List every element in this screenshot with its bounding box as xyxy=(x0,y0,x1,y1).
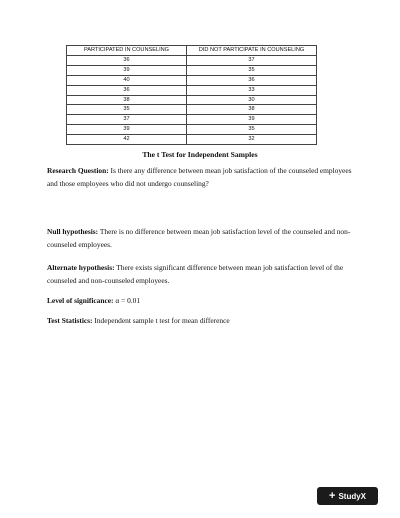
null-hypothesis-text: There is no difference between mean job satisfaction level of the counseled and non-counseled employees. xyxy=(47,227,351,249)
table-cell: 36 xyxy=(67,55,187,65)
table-cell: 30 xyxy=(187,95,317,105)
research-question-text: Is there any difference between mean job satisfaction of the counseled employees and those employees who did not undergo counseling? xyxy=(47,166,352,188)
alternate-hypothesis-text: There exists significant difference between mean job satisfaction level of the counseled and non-counseled employees. xyxy=(47,263,344,285)
section-title: The t Test for Independent Samples xyxy=(142,150,258,159)
table-cell: 38 xyxy=(67,95,187,105)
table-cell: 39 xyxy=(67,125,187,135)
significance-label: Level of significance: xyxy=(47,296,114,305)
alternate-hypothesis-paragraph xyxy=(47,261,353,287)
table-row xyxy=(67,95,317,105)
table-cell: 38 xyxy=(187,105,317,115)
table-row xyxy=(67,105,317,115)
table-cell: 37 xyxy=(187,55,317,65)
table-row xyxy=(67,65,317,75)
table-header-row xyxy=(67,46,317,56)
significance-paragraph xyxy=(47,294,353,307)
table-row xyxy=(67,125,317,135)
alternate-hypothesis-label: Alternate hypothesis: xyxy=(47,263,115,272)
null-hypothesis-paragraph xyxy=(47,225,353,251)
table-row xyxy=(67,135,317,145)
column-header-not-participated: DID NOT PARTICIPATE IN COUNSELING xyxy=(187,46,317,56)
research-question-paragraph xyxy=(47,164,353,190)
test-statistics-paragraph xyxy=(47,314,353,327)
table-cell: 35 xyxy=(187,125,317,135)
table-cell: 37 xyxy=(67,115,187,125)
table-cell: 35 xyxy=(187,65,317,75)
table-cell: 36 xyxy=(67,85,187,95)
table-row xyxy=(67,115,317,125)
table-cell: 39 xyxy=(187,115,317,125)
studyx-logo xyxy=(317,487,378,505)
column-header-participated: PARTICIPATED IN COUNSELING xyxy=(67,46,187,56)
table-cell: 33 xyxy=(187,85,317,95)
table-cell: 42 xyxy=(67,135,187,145)
counseling-data-table xyxy=(66,45,317,145)
significance-text: α = 0.01 xyxy=(113,296,141,305)
table-cell: 35 xyxy=(67,105,187,115)
test-statistics-label: Test Statistics: xyxy=(47,316,93,325)
table-cell: 36 xyxy=(187,75,317,85)
research-question-label: Research Question: xyxy=(47,166,109,175)
table-cell: 40 xyxy=(67,75,187,85)
table-cell: 32 xyxy=(187,135,317,145)
table-row xyxy=(67,85,317,95)
logo-text: StudyX xyxy=(338,491,366,501)
null-hypothesis-label: Null hypothesis: xyxy=(47,227,99,236)
table-row xyxy=(67,55,317,65)
table-cell: 39 xyxy=(67,65,187,75)
table-row xyxy=(67,75,317,85)
plus-icon: + xyxy=(329,489,336,502)
test-statistics-text: Independent sample t test for mean difference xyxy=(92,316,230,325)
